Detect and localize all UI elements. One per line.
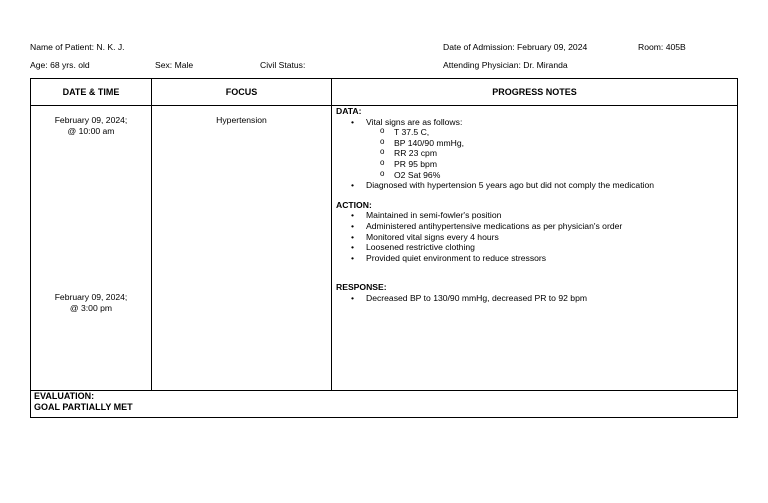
column-header-date-time: DATE & TIME: [62, 87, 120, 97]
entry-1-datetime: [31, 115, 151, 137]
column-header-progress-notes: PROGRESS NOTES: [492, 87, 577, 97]
action-section-title: ACTION:: [336, 199, 372, 210]
entry-1-date: February 09, 2024;: [54, 115, 128, 125]
list-item: [336, 117, 736, 181]
room-number: Room: 405B: [638, 42, 686, 52]
data-list: [336, 117, 736, 191]
list-item: • Loosened restrictive clothing: [336, 242, 736, 253]
evaluation-result: GOAL PARTIALLY MET: [34, 402, 133, 412]
attending-physician: Attending Physician: Dr. Miranda: [443, 60, 568, 70]
progress-notes-content: [336, 106, 736, 304]
list-item: • Decreased BP to 130/90 mmHg, decreased PR to 92 bpm: [336, 293, 736, 304]
response-list: [336, 293, 736, 304]
vitals-intro: Vital signs are as follows:: [366, 116, 463, 127]
list-item: • Administered antihypertensive medications as per physician's order: [336, 221, 736, 232]
evaluation-divider: [31, 390, 737, 391]
admission-date: Date of Admission: February 09, 2024: [443, 42, 588, 52]
civil-status: Civil Status:: [260, 60, 306, 70]
entry-2-datetime: [31, 292, 151, 314]
column-header-focus: FOCUS: [225, 87, 258, 97]
patient-name: Name of Patient: N. K. J.: [30, 42, 125, 52]
action-list: [336, 210, 736, 263]
entry-1-focus: Hypertension: [216, 115, 267, 125]
patient-age: Age: 68 yrs. old: [30, 60, 90, 70]
response-section-title: RESPONSE:: [336, 282, 387, 293]
entry-2-date: February 09, 2024;: [54, 292, 128, 302]
data-section-title: DATA:: [336, 106, 362, 116]
entry-1-time: @ 10:00 am: [67, 126, 115, 136]
column-divider-2: [331, 79, 332, 390]
vital-respiratory-rate: o RR 23 cpm: [336, 148, 736, 159]
list-item: • Monitored vital signs every 4 hours: [336, 232, 736, 243]
vitals-list: [336, 127, 736, 180]
vital-blood-pressure: o BP 140/90 mmHg,: [336, 138, 736, 149]
history-item: • Diagnosed with hypertension 5 years ago but did not comply the medication: [336, 180, 736, 191]
entry-2-time: @ 3:00 pm: [69, 303, 113, 313]
evaluation-title: EVALUATION:: [34, 391, 95, 401]
evaluation-section: [34, 391, 133, 413]
patient-sex: Sex: Male: [155, 60, 194, 70]
vital-pulse-rate: o PR 95 bpm: [336, 159, 736, 170]
vital-temperature: o T 37.5 C,: [336, 127, 736, 138]
vital-o2-saturation: o O2 Sat 96%: [336, 170, 736, 181]
list-item: • Maintained in semi-fowler's position: [336, 210, 736, 221]
list-item: • Provided quiet environment to reduce stressors: [336, 253, 736, 264]
progress-notes-table: [30, 78, 738, 418]
